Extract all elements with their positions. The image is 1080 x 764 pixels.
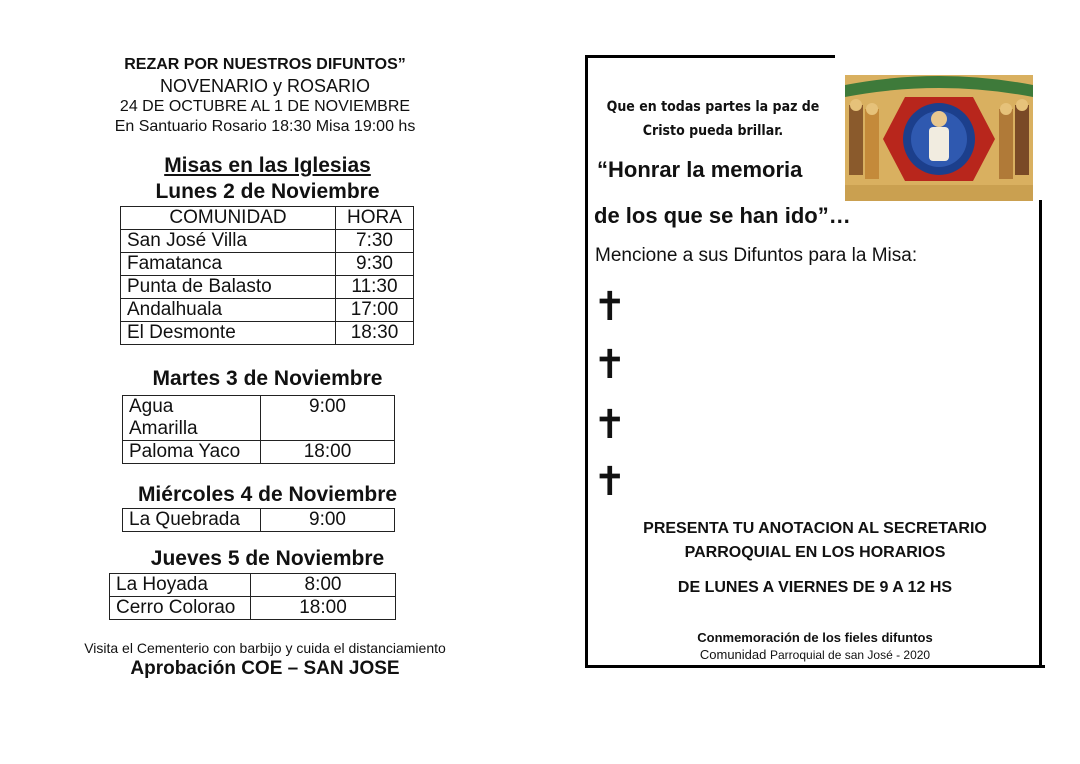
- table-row: [110, 597, 396, 620]
- hora-cell: 18:00: [261, 441, 395, 464]
- martes-title: Martes 3 de Noviembre: [152, 367, 383, 390]
- hora-cell: 18:30: [336, 322, 414, 345]
- peace-line-1: Que en todas partes la paz de: [606, 99, 820, 115]
- presenta-line-1: PRESENTA TU ANOTACION AL SECRETARIO: [643, 520, 987, 537]
- parish-signature: [600, 647, 1030, 662]
- hora-cell: 11:30: [336, 276, 414, 299]
- col-hora: HORA: [336, 207, 414, 230]
- quote-line-2: de los que se han ido”…: [594, 203, 851, 228]
- comunidad-cell: La Hoyada: [110, 574, 251, 597]
- table-row: [123, 396, 395, 441]
- header-line-3: 24 DE OCTUBRE AL 1 DE NOVIEMBRE: [119, 98, 411, 115]
- martes-table: [122, 395, 395, 464]
- parish-signature-b: Parroquial de san José - 2020: [770, 648, 931, 662]
- comunidad-line-2: Amarilla: [129, 418, 198, 439]
- mention-box-right-border: [1039, 200, 1042, 668]
- hora-cell: 9:00: [261, 396, 395, 441]
- miercoles-title: Miércoles 4 de Noviembre: [137, 483, 398, 506]
- comunidad-cell: El Desmonte: [121, 322, 336, 345]
- presenta-notice: [600, 517, 1030, 565]
- table-row: [121, 276, 414, 299]
- comunidad-cell: Cerro Colorao: [110, 597, 251, 620]
- hora-cell: 17:00: [336, 299, 414, 322]
- miercoles-table: [122, 508, 395, 532]
- office-hours: DE LUNES A VIERNES DE 9 A 12 HS: [677, 579, 953, 596]
- quote-line-1: “Honrar la memoria: [597, 157, 803, 182]
- table-row: [121, 230, 414, 253]
- header-line-4: En Santuario Rosario 18:30 Misa 19:00 hs: [114, 118, 416, 135]
- christ-icon: [845, 75, 1033, 201]
- lunes-table: [120, 206, 414, 345]
- hora-cell: 18:00: [251, 597, 396, 620]
- table-row: [123, 441, 395, 464]
- footer-cemetery-note: Visita el Cementerio con barbijo y cuida el distanciamiento: [84, 640, 446, 656]
- footer-coe-approval: Aprobación COE – SAN JOSE: [130, 658, 400, 679]
- cross-icon: ✝: [593, 403, 627, 447]
- header-line-1: REZAR POR NUESTROS DIFUNTOS”: [124, 56, 406, 73]
- table-row: [121, 299, 414, 322]
- conmemoracion-title: Conmemoración de los fieles difuntos: [697, 630, 933, 645]
- cross-icon: ✝: [593, 285, 627, 329]
- comunidad-cell: Paloma Yaco: [123, 441, 261, 464]
- comunidad-cell: San José Villa: [121, 230, 336, 253]
- comunidad-line-1: Agua: [129, 396, 174, 417]
- hora-cell: 7:30: [336, 230, 414, 253]
- jueves-title: Jueves 5 de Noviembre: [150, 547, 385, 570]
- parish-signature-a: Comunidad: [699, 647, 767, 662]
- header-line-2: NOVENARIO y ROSARIO: [159, 76, 371, 96]
- table-row: [110, 574, 396, 597]
- jueves-table: [109, 573, 396, 620]
- col-comunidad: COMUNIDAD: [121, 207, 336, 230]
- hora-cell: 9:30: [336, 253, 414, 276]
- presenta-line-2: PARROQUIAL EN LOS HORARIOS: [684, 544, 946, 561]
- peace-line-2: Cristo pueda brillar.: [642, 123, 784, 139]
- comunidad-cell: [123, 396, 261, 441]
- comunidad-cell: Andalhuala: [121, 299, 336, 322]
- mention-box-top-border: [585, 55, 835, 58]
- table-row: [121, 253, 414, 276]
- peace-message: [598, 95, 828, 143]
- comunidad-cell: Famatanca: [121, 253, 336, 276]
- table-row: [123, 509, 395, 532]
- masses-title: Misas en las Iglesias: [164, 154, 371, 177]
- comunidad-cell: La Quebrada: [123, 509, 261, 532]
- mention-instruction: Mencione a sus Difuntos para la Misa:: [595, 245, 918, 266]
- table-header-row: [121, 207, 414, 230]
- hora-cell: 8:00: [251, 574, 396, 597]
- novenario-header: [60, 55, 470, 137]
- comunidad-cell: Punta de Balasto: [121, 276, 336, 299]
- hora-cell: 9:00: [261, 509, 395, 532]
- cross-icon: ✝: [593, 343, 627, 387]
- table-row: [121, 322, 414, 345]
- cross-icon: ✝: [593, 460, 627, 504]
- lunes-title: Lunes 2 de Noviembre: [155, 180, 380, 203]
